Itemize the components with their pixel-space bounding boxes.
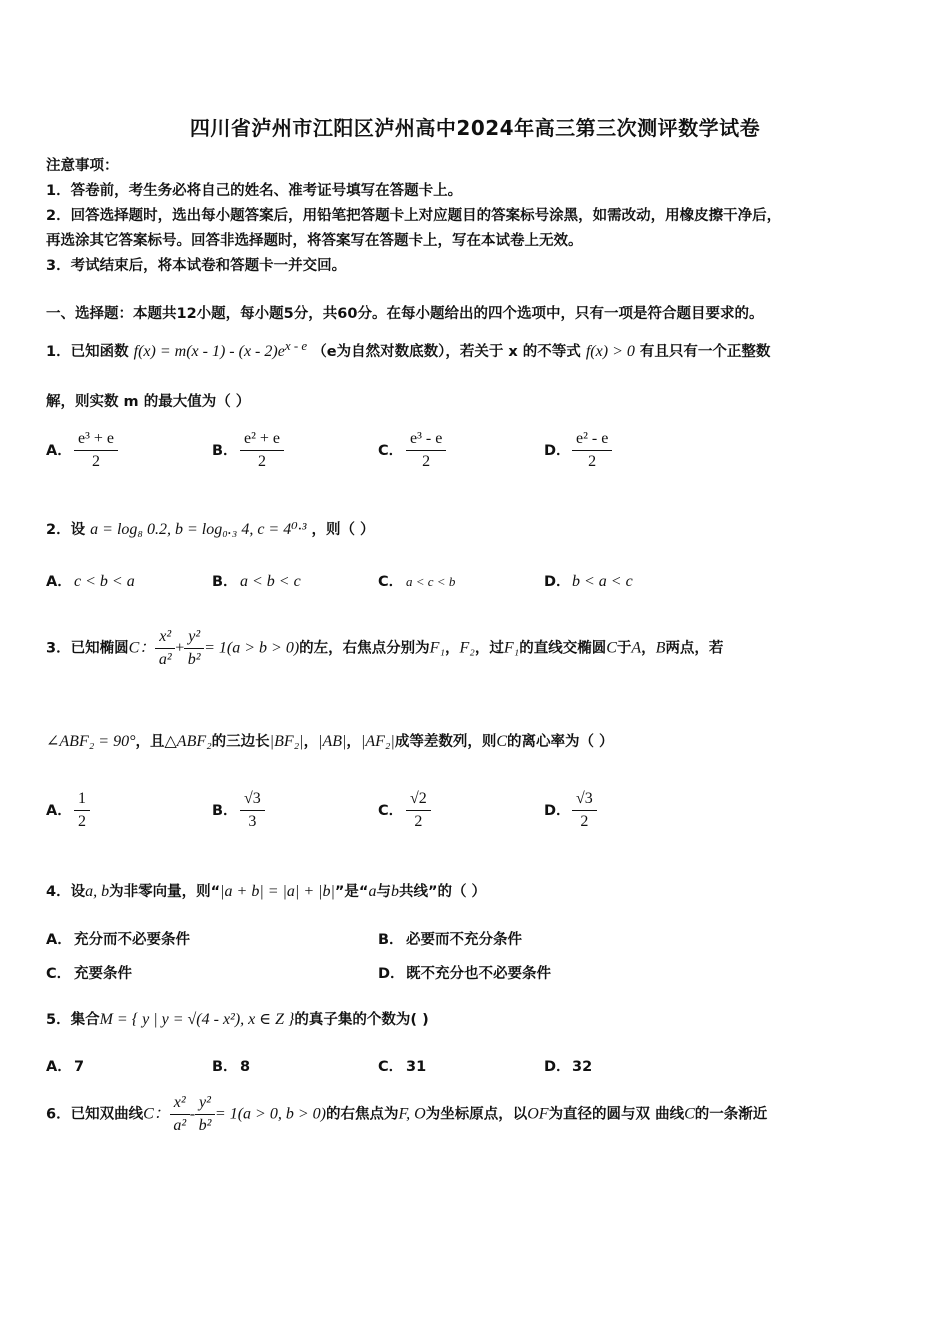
q3-option-c[interactable]: C． $\frac{√2}{2}$ — [378, 788, 431, 833]
q1-option-a[interactable]: A． $\frac{\text{e³ + e}}{2}$ — [46, 428, 118, 473]
question-6: 6．已知双曲线C： $\frac{\text{x²}}{\text{a²}}$ - $\frac{\text{y²}}{\text{b²}}$ = 1(a > 0, b > 0)的右焦点为F, O为坐标原点，以OF为直径的圆与双 曲线C的一条渐近 — [46, 1094, 768, 1134]
question-4: 4．设a, b为非零向量，则“|a + b| = |a| + |b|”是“a与b共线”的（ ） — [46, 883, 487, 900]
q5-option-d[interactable]: D．32 — [544, 1059, 593, 1075]
q4-option-b[interactable]: B． 必要而不充分条件 — [378, 932, 522, 948]
question-3-line1: 3．已知椭圆C： $\frac{\text{x²}}{\text{a²}}$ + $\frac{\text{y²}}{\text{b²}}$ = 1(a > b > 0)的左，右焦点分别为F₁，F₂，过F₁的直线交椭圆C于A，B两点，若 — [46, 628, 724, 668]
q4-option-a[interactable]: A． 充分而不必要条件 — [46, 932, 190, 948]
q1-option-b[interactable]: B． $\frac{\text{e² + e}}{2}$ — [212, 428, 284, 473]
q1-exponent: x - e — [284, 338, 308, 353]
q3-option-b[interactable]: B． $\frac{√3}{3}$ — [212, 788, 265, 833]
q2-option-a[interactable]: A． c < b < a — [46, 573, 135, 590]
question-1-line2: 解，则实数 m 的最大值为（ ） — [46, 394, 251, 410]
q2-option-d[interactable]: D．b < a < c — [544, 573, 633, 590]
q1-lead: 1．已知函数 — [46, 343, 129, 360]
note-1: 1．答卷前，考生务必将自己的姓名、准考证号填写在答题卡上。 — [46, 183, 463, 199]
question-5: 5．集合M = { y | y = √(4 - x²), x ∈ Z }的真子集的个数为( ) — [46, 1011, 429, 1028]
q2-expression: a = log₈ 0.2, b = log₀.₃ 4, c = 4⁰·³ — [90, 521, 307, 538]
q5-option-b[interactable]: B． 8 — [212, 1059, 251, 1075]
page-title: 四川省泸州市江阳区泸州高中2024年高三第三次测评数学试卷 — [189, 116, 761, 140]
question-3-line2: ∠ABF₂ = 90°，且△ABF₂的三边长|BF₂|，|AB|，|AF₂|成等差数列，则C的离心率为（ ） — [46, 733, 614, 750]
section-heading: 一、选择题：本题共12小题，每小题5分，共60分。在每小题给出的四个选项中，只有一项是符合题目要求的。 — [46, 306, 764, 322]
note-2a: 2．回答选择题时，选出每小题答案后，用铅笔把答题卡上对应题目的答案标号涂黑，如需改动，用橡皮擦干净后， — [46, 208, 782, 224]
q5-option-a[interactable]: A． 7 — [46, 1059, 85, 1075]
question-2: 2．设 a = log₈ 0.2, b = log₀.₃ 4, c = 4⁰·³ ，则（ ） — [46, 521, 375, 538]
q3-option-d[interactable]: D． $\frac{√3}{2}$ — [544, 788, 597, 833]
q4-option-d[interactable]: D．既不充分也不必要条件 — [378, 966, 551, 982]
notes-heading: 注意事项： — [46, 158, 119, 174]
q1-function: f(x) = m(x - 1) - (x - 2)e — [133, 342, 285, 360]
question-1-line1 — [46, 338, 770, 361]
q5-option-c[interactable]: C． 31 — [378, 1059, 427, 1075]
q3-option-a[interactable]: A． $\frac{1}{2}$ — [46, 788, 90, 833]
note-3: 3．考试结束后，将本试卷和答题卡一并交回。 — [46, 258, 347, 274]
q2-option-c[interactable]: C． a < c < b — [378, 574, 456, 590]
q1-option-d[interactable]: D． $\frac{\text{e² - e}}{2}$ — [544, 428, 612, 473]
q1-option-c[interactable]: C． $\frac{\text{e³ - e}}{2}$ — [378, 428, 446, 473]
q1-inequality: f(x) > 0 — [585, 342, 635, 360]
note-2b: 再选涂其它答案标号。回答非选择题时，将答案写在答题卡上，写在本试卷上无效。 — [46, 233, 583, 249]
q2-option-b[interactable]: B． a < b < c — [212, 573, 301, 590]
q1-mid: （e为自然对数底数），若关于 x 的不等式 — [312, 343, 581, 360]
q4-option-c[interactable]: C． 充要条件 — [46, 966, 132, 982]
q1-tail: 有且只有一个正整数 — [639, 343, 771, 360]
